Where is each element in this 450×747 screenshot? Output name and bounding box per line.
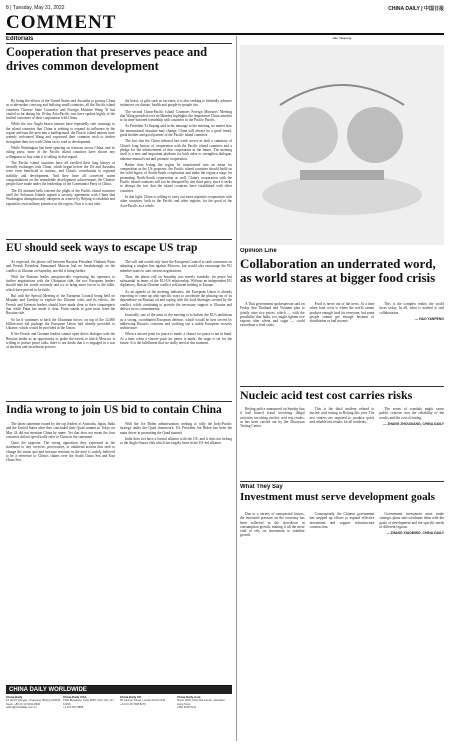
office-line: 1500 Broadway, Suite 2800, New York, NY 10036 (63, 699, 114, 706)
paragraph: While the two Anglo-Saxon nations have repeatedly sent warnings to the island countries that China is seeking to expand its influence in the region and turn the area into a battleground, the Pacific island nations have warmly welcomed Wang and expressed their common wish to further strengthen their ties with China on its road to development. (6, 122, 115, 144)
office-line: +1 212 537 8888 (63, 705, 84, 709)
third-body-col1 (6, 422, 115, 680)
paragraph: This is the complex reality the world faces today. In all, what is needed is real collaboration. (379, 302, 444, 315)
office-item (177, 696, 232, 709)
section-title: COMMENT (6, 12, 117, 33)
editorial-third (6, 404, 232, 420)
office-line: News: +86 (0) 10 6491-8366 (6, 702, 41, 706)
what-they-say-head (240, 484, 444, 510)
office-item (120, 696, 175, 709)
paragraph: With the Russian leader unequivocally expressing his openness to further negotiations with the Ukrainian side, the two European leaders should take his words seriously and try to bring more forces to the table, which have proved to be futile. (6, 274, 115, 292)
office-line: 90 Cannon Street, London EC4N 6HA (120, 699, 166, 703)
nuclear-byline: — ZHANG ZHOUXIANG, CHINA DAILY (382, 421, 444, 426)
nuclear-body (240, 407, 444, 477)
office-line: editor@chinadaily.com.cn (6, 705, 37, 709)
paragraph: But with the Special Meeting of the European Council being held on Monday and Tuesday to explore the Ukraine crisis and its effects, the French and German leaders should have made clear to their counterparts that while Putin has made it clear, Putin stands to gain most from the Russian side. (6, 294, 115, 316)
second-headline: EU should seek ways to escape US trap (6, 242, 198, 254)
paragraph: As an agenda of the meeting indicates, the European Union is already expecting to come up with specific ways to accelerate the phasing out of its dependence on Russian oil and coping with the food shortages created by the conflict, while continuing to provide the necessary support to Ukraine and deliver on its commitments. (120, 289, 232, 311)
paragraph: The will and would only have the European Council to seek consensus on adopting a tougher line against Moscow, but would also encourage the EU member states to start serious negotiations. (120, 260, 232, 273)
office-name: China Daily Asia (177, 695, 201, 699)
food-crisis-illustration (240, 45, 444, 245)
masthead (6, 13, 444, 35)
paragraph: Ironically, one of the aims of the meeting is to bolster the EU's ambitions as a strong, coordinated European defense, which would be best served by addressing Russia's concerns and working out a stable European security architecture. (120, 313, 232, 331)
opinion-byline: — HAO YANPENG (414, 316, 444, 321)
lead-headline: Cooperation that preserves peace and drives common development (6, 45, 208, 73)
paragraph: Thus, the phone call on Saturday was merely symbolic for peace but substantial in terms of the EU-US relationship. Without an independent EU diplomacy, Russia-Ukraine conflict will mean nothing to Europe. (120, 274, 232, 288)
paragraph: The series of scandals might cause public concern over the reliability of the results and the cost of testing. (379, 407, 444, 420)
photo-credit: Hao Yanpeng (332, 36, 352, 40)
lead-body-col1 (6, 99, 115, 236)
editorial-second (6, 242, 232, 258)
opinion-head (240, 248, 444, 298)
divider (6, 401, 232, 402)
office-item (63, 696, 118, 709)
paragraph: With the Joe Biden administration seeking to rally the Indo-Pacific strategy under the Quad framework, US President Joe Biden has been the main driver in promoting the Quad summit. (120, 422, 232, 435)
third-headline: India wrong to join US bid to contain China (6, 404, 222, 416)
second-body-col1 (6, 260, 115, 398)
what-they-say-headline: Investment must serve development goals (240, 491, 435, 503)
divider (6, 239, 232, 240)
office-list (6, 694, 232, 709)
what-they-say-label: What They Say (240, 484, 283, 490)
paragraph: The latest statement issued by the top leaders of Australia, Japan, India and the United States after they concluded their Quad summit in Tokyo on May 24 did not mention China by name. Yet that does not mean the four countries did not specifically refer to China in the statement. (6, 422, 115, 439)
what-they-say-body (240, 512, 444, 741)
paragraph: As expected, the phone call between Russian President Vladimir Putin and French President Emmanuel Macron had no breakthrough on the conflict in Ukraine on Saturday, nor did it bring further. (6, 260, 115, 273)
paragraph: Government investment must make strategic plans and coordinate them with the goals of development and the specific needs of different regions. (379, 512, 444, 529)
paragraph: So far it continues to back the Ukrainian forces, on top of the 12,000 billion-euro aid package the European Union had already provided to Ukraine, which would be provided to the Union. (6, 317, 115, 331)
paragraph: This is the third incident related to nucleic acid testing in Beijing this year. The test centers are required to produce quick and reliable test results for all residents. (309, 407, 375, 424)
what-they-say-byline: — ZHANG XIAOMING, CHINA DAILY (386, 531, 444, 536)
paragraph: If the French and German leaders cannot open direct dialogue with the Russian leader as an opportunity to probe the extent to which Moscow is willing to pursue peace talks, there is not doubt that it is engaged in a war of attrition and an arduous process. (6, 332, 115, 350)
lead-body-col2 (120, 99, 232, 236)
divider (240, 386, 444, 387)
paragraph: Quite the opposite. The strong opposition they expressed in the statement to 'any coercive, provocative, or unilateral actions that seek to change the status quo and increase tensions in the area' is widely believed to be a reference to China's claims over the South China Sea and East China Sea. (6, 441, 115, 463)
paragraph: Food is never out of the news. At a time when food crisis is where the world cannot produce enough food for everyone, but some people cannot get enough because of distribution or bad income. (309, 302, 375, 324)
paragraph: the heavy of gifts such as vaccines, it is also seeking to belatedly advance initiatives on climate, health and people-to-people ties. (120, 99, 232, 108)
paragraph: The fact that the China released last week serves as both a summary of China's long history of cooperation with the Pacific island countries and a pledge for the advancement of that cooperation in the future. The meeting itself is a new and important platform for both sides to strengthen dialogue, enhance mutual trust and promote cooperation. (120, 139, 232, 161)
paragraph: India does not have a formal alliance with the US, and it does not belong to the Anglo-Saxon club which has largely been in the US-led alliance. (120, 436, 232, 446)
office-line: Room 1818, Hing Wai Centre, Aberdeen, Hong Kong (177, 699, 226, 706)
office-name: China Daily (6, 695, 23, 699)
paragraph: By being the efforts of the United States and Australia to portray China as a rule-maker coercing and bullying small countries, all the Pacific island countries Chinese State Councilor and Foreign Minister Wang Yi has visited so far during his 10-day Asia-Pacific tour have spoken highly of the fruitful outcomes of their cooperation with China. (6, 99, 115, 121)
opinion-label: Opinion Line (240, 248, 277, 254)
office-line: +852 2518 5111 (177, 705, 197, 709)
editorials-label: Editorials (6, 36, 232, 44)
paragraph: The US alarmed bells concern the plight of the Pacific island countries until the Solomon Islands signed a security agreement with China that Washington disingenuously interprets as a move by Beijing to establish and expand its own military presence in the region. Now it is not only (6, 188, 115, 206)
second-body-col2 (120, 260, 232, 398)
paragraph: Consequently, the Chinese government has stepped up efforts to expand effective investment and support infrastructure construction. (309, 512, 375, 529)
paragraph: Rather than letting the region be transformed into an arena for competition as the US proposes, the Pacific island countries should build on the solid legacy of South-South cooperation and make the region a stage for promoting North-South cooperation as well. China's cooperation with the Pacific island countries will not be disrupted by any third party, since it seeks to disrupt the fact that the island countries have established with other countries. (120, 162, 232, 193)
nuclear-headline: Nucleic acid test cost carries risks (240, 389, 413, 402)
paragraph: When a sincere push for peace is made, a chance for peace is not in hand. At a time when a sincere push for peace is made, the stage is set for the future. It is the fulfillment that we really need at this moment. (120, 332, 232, 346)
opinion-headline: Collaboration an underrated word, as world stares at bigger food crisis (240, 256, 436, 286)
column-rule (236, 36, 237, 741)
brand: CHINA DAILY | 中国日报 (388, 5, 444, 12)
paragraph: As President Xi Jinping said in his message to the meeting, no matter how the international situation may change, China will always be a good friend, good brother and good partner of the Pacific island countries. (120, 124, 232, 138)
worldwide-footer (6, 685, 232, 742)
paragraph: Due to a variety of unexpected factors, the increased pressure on the economy has been reflected in the slowdown in consumption growth, making it all the more vital to rely on investment to stabilize growth. (240, 512, 305, 538)
office-name: China Daily UK (120, 695, 142, 699)
divider (240, 481, 444, 482)
paragraph: A Thai government spokesperson said on Friday that Thailand and Vietnam plan to jointly raise rice prices, which — with the possibility that India, too, might tighten rice exports after wheat and sugar — could exacerbate a food crisis. (240, 302, 305, 328)
footer-title: CHINA DAILY WORLDWIDE (6, 686, 232, 694)
office-line: 15 Huixin Dongjie, Chaoyang, Beijing 100029 (6, 699, 61, 703)
nuclear-head (240, 389, 444, 405)
page-number: 8 | Tuesday, May 31, 2022 (6, 5, 65, 11)
office-name: China Daily USA (63, 695, 87, 699)
paragraph: While Washington has been spurring on tensions across China, and its ruling party, none of the Pacific island countries have shown any willingness to buy what it is selling in that regard. (6, 145, 115, 159)
paragraph: Beijing police announced on Sunday that it had busted fraud involving illegal activities involving nucleic acid test results, as has been carried out by the Zhuoyuan Testing Center. (240, 407, 305, 429)
office-item (6, 696, 61, 709)
paragraph: The Pacific island countries have all extolled their long history of friendly exchanges with China, which began before the US and Australia were even beneficial to nations, and China's contribution to regional stability and development. And they have all conveyed warm congratulations on the remarkable development achievements the Chinese people have made under the leadership of the Communist Party of China. (6, 160, 115, 187)
opinion-body (240, 302, 444, 382)
illustration (240, 45, 444, 245)
paragraph: The second China-Pacific Island Countries Foreign Ministers' Meeting that Wang presided over on Monday highlights the importance China attaches to its time-honored friendship with countries in the Pacific Pacific. (120, 109, 232, 123)
paragraph: In that light, China is willing to carry out more tripartite cooperation with other countries, both in the Pacific and other regions, for the good of the Asia-Pacific as a whole. (120, 194, 232, 208)
third-body-col2 (120, 422, 232, 680)
office-line: +44 (0) 20 7398 8270 (120, 702, 146, 706)
